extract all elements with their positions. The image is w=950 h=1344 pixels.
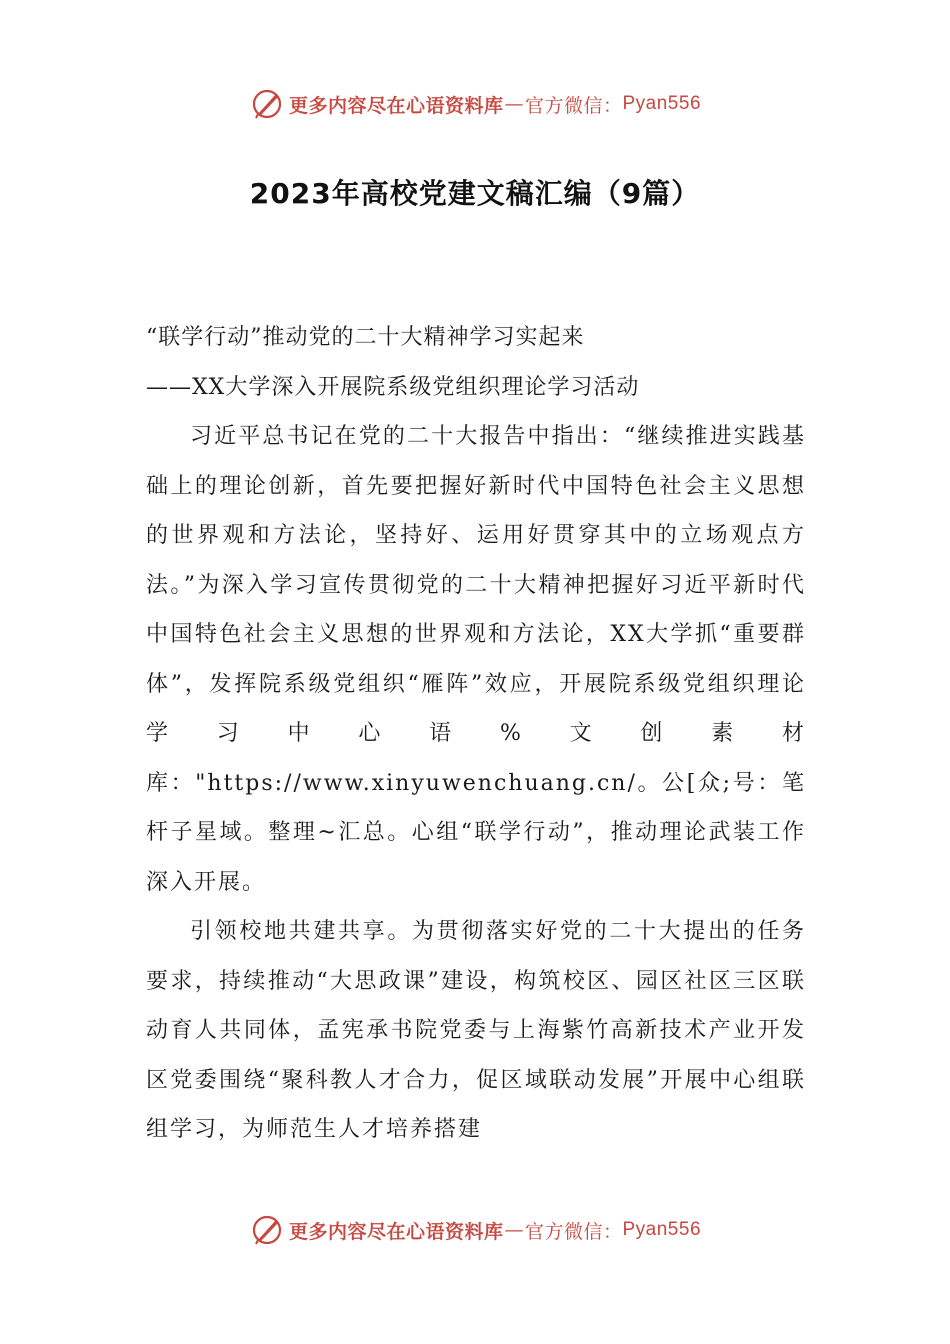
watermark-label: 官方微信： [524,1220,623,1243]
watermark-brand: 更多内容尽在心语资料库 [288,1220,504,1243]
watermark-separator: — [504,93,524,115]
quill-pen-circle-icon [249,1212,285,1248]
watermark-separator: — [504,1219,524,1241]
quill-pen-circle-icon [249,86,285,122]
watermark-wechat-id: Pyan556 [622,1219,702,1240]
article-heading: “联学行动”推动党的二十大精神学习实起来 [146,325,585,350]
body-paragraph: 习近平总书记在党的二十大报告中指出：“继续推进实践基础上的理论创新，首先要把握好新时代中国特色社会主义思想的世界观和方法论，坚持好、运用好贯穿其中的立场观点方法。”为深入学习宣传贯彻党的二十大精神把握好习近平新时代中国特色社会主义思想的世界观和方法论，XX大学抓“重要群体”，发挥院系级党组织“雁阵”效应，开展院系级党组织理论学习中心语%文创素材库："https://www.xinyuwenchuang.cn/。公[众;号：笔杆子星域。整理~汇总。心组“联学行动”，推动理论武装工作深入开展。 [146,424,806,895]
watermark-label: 官方微信： [524,94,623,117]
watermark-footer [0,1208,950,1252]
document-title: 2023年高校党建文稿汇编（9篇） [249,177,701,210]
watermark-brand: 更多内容尽在心语资料库 [288,94,504,117]
article-subheading: ——XX大学深入开展院系级党组织理论学习活动 [146,374,640,400]
document-body [146,313,806,1155]
watermark-wechat-id: Pyan556 [622,93,702,114]
watermark-header [0,82,950,126]
body-paragraph: 引领校地共建共享。为贯彻落实好党的二十大提出的任务要求，持续推动“大思政课”建设，构筑校区、园区社区三区联动育人共同体，孟宪承书院党委与上海紫竹高新技术产业开发区党委围绕“聚科教人才合力，促区域联动发展”开展中心组联组学习，为师范生人才培养搭建 [146,919,806,1142]
